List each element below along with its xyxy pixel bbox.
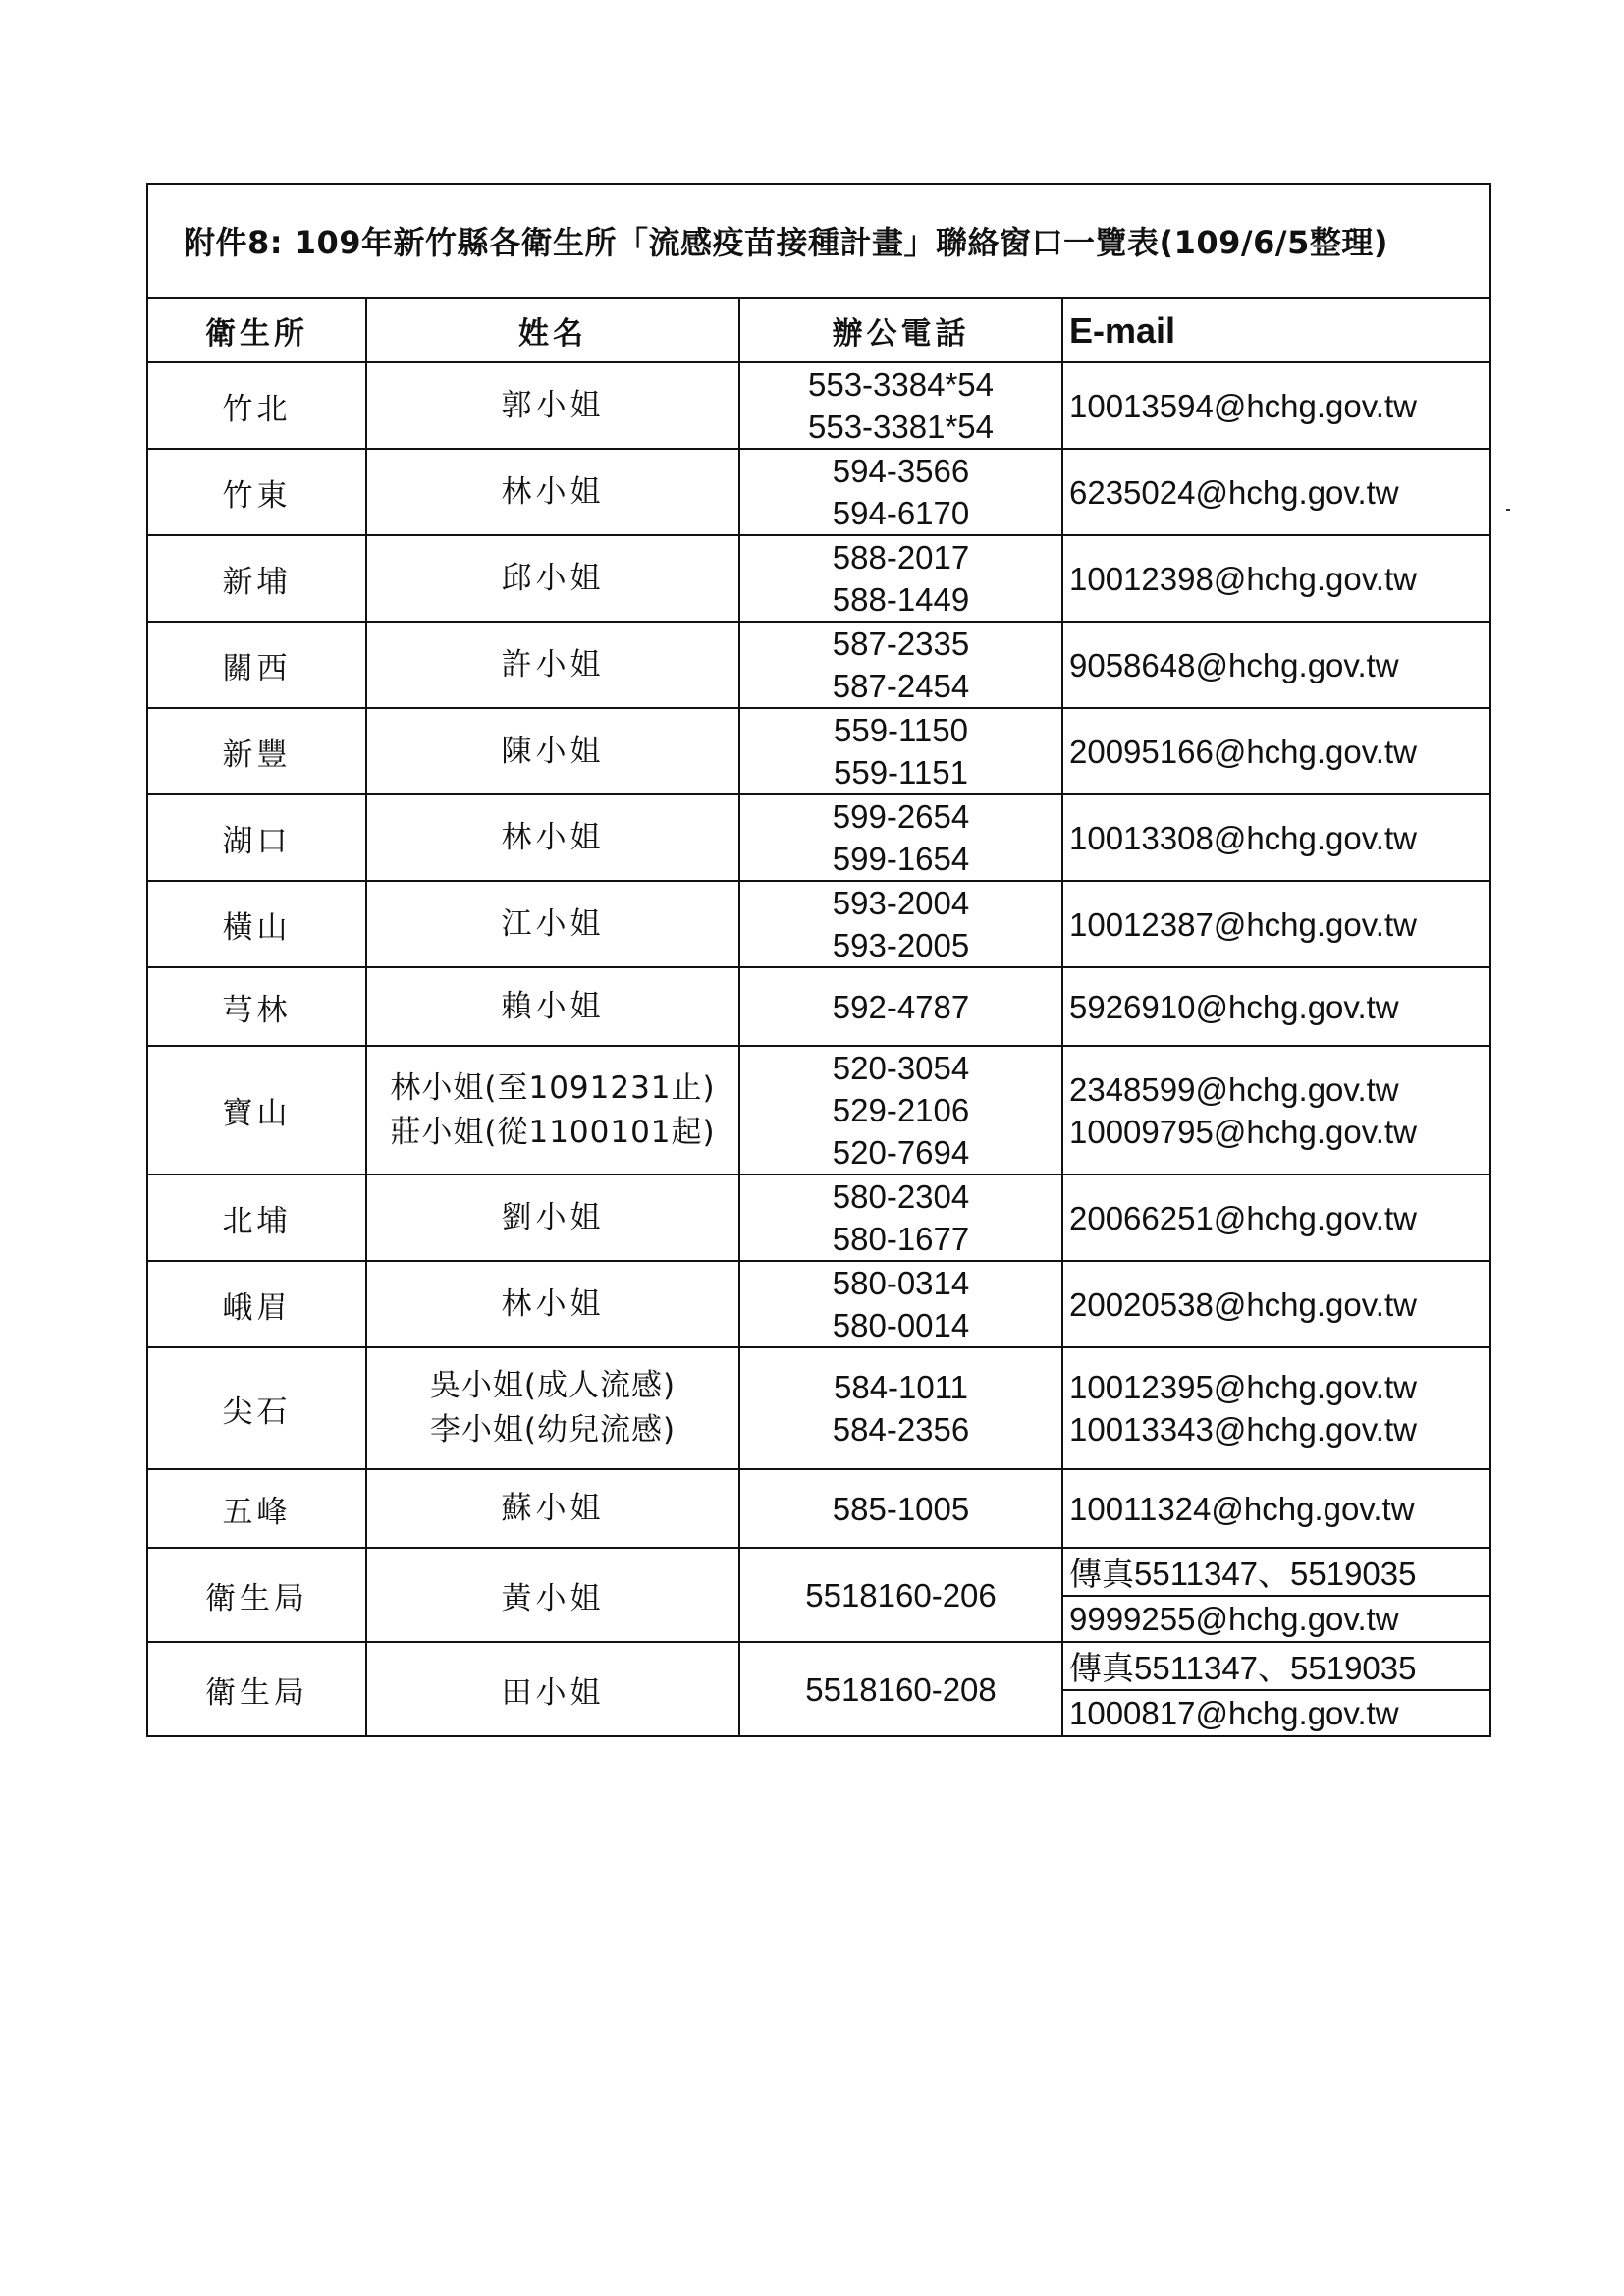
header-station: 衛生所 [147, 298, 366, 362]
phone-cell [739, 449, 1062, 535]
phone-number: 553-3381*54 [807, 409, 994, 445]
station-cell: 新豐 [147, 708, 366, 794]
station-cell: 衛生局 [147, 1548, 366, 1642]
table-row [147, 794, 1490, 881]
phone-number: 593-2005 [832, 927, 970, 963]
station-cell: 關西 [147, 622, 366, 708]
contact-name: 林小姐(至1091231止) [390, 1069, 716, 1106]
name-cell [366, 794, 739, 881]
phone-cell [739, 708, 1062, 794]
table-row [147, 1347, 1490, 1469]
phone-cell: 5518160-206 [739, 1548, 1062, 1642]
email-address: 2348599@hchg.gov.tw [1069, 1070, 1399, 1108]
contact-table [146, 183, 1491, 1737]
name-cell [366, 967, 739, 1046]
contact-name: 陳小姐 [501, 733, 605, 769]
name-cell [366, 1261, 739, 1347]
phone-number: 594-6170 [832, 495, 970, 531]
email-address: 10013343@hchg.gov.tw [1069, 1411, 1417, 1448]
station-cell: 新埔 [147, 535, 366, 622]
email-address: 9999255@hchg.gov.tw [1062, 1596, 1490, 1642]
name-cell [366, 535, 739, 622]
bureau-row [147, 1548, 1490, 1596]
station-cell: 五峰 [147, 1469, 366, 1548]
email-cell [1062, 708, 1490, 794]
fax-number: 傳真5511347、5519035 [1062, 1548, 1490, 1596]
email-cell [1062, 967, 1490, 1046]
email-address: 20020538@hchg.gov.tw [1069, 1285, 1417, 1323]
phone-cell [739, 794, 1062, 881]
phone-number: 588-1449 [832, 581, 970, 618]
header-phone: 辦公電話 [739, 298, 1062, 362]
table-row [147, 1469, 1490, 1548]
email-cell [1062, 535, 1490, 622]
phone-cell [739, 881, 1062, 967]
phone-cell: 5518160-208 [739, 1642, 1062, 1736]
name-cell [366, 881, 739, 967]
email-cell [1062, 1261, 1490, 1347]
phone-number: 520-7694 [832, 1134, 970, 1171]
phone-cell [739, 362, 1062, 449]
contact-name: 李小姐(幼兒流感) [429, 1412, 677, 1448]
contact-name: 林小姐 [501, 1285, 605, 1322]
station-cell: 竹東 [147, 449, 366, 535]
phone-number: 559-1150 [833, 712, 968, 748]
table-row [147, 1046, 1490, 1175]
contact-name: 莊小姐(從1100101起) [390, 1114, 716, 1150]
station-cell: 北埔 [147, 1175, 366, 1261]
contact-name: 林小姐 [501, 473, 605, 510]
email-address: 20095166@hchg.gov.tw [1069, 733, 1417, 770]
header-row [147, 298, 1490, 362]
contact-name: 劉小姐 [501, 1199, 605, 1235]
table-row [147, 881, 1490, 967]
email-address: 10012395@hchg.gov.tw [1069, 1369, 1417, 1405]
email-cell [1062, 362, 1490, 449]
name-cell [366, 362, 739, 449]
phone-cell [739, 1347, 1062, 1469]
name-cell [366, 708, 739, 794]
rows-body [147, 362, 1490, 1548]
email-address: 10011324@hchg.gov.tw [1069, 1490, 1415, 1527]
phone-number: 584-1011 [833, 1369, 968, 1405]
table-row [147, 967, 1490, 1046]
phone-number: 580-2304 [832, 1178, 970, 1215]
phone-number: 553-3384*54 [807, 366, 994, 403]
phone-cell [739, 622, 1062, 708]
station-cell: 寶山 [147, 1046, 366, 1175]
contact-name: 邱小姐 [501, 560, 605, 596]
fax-number: 傳真5511347、5519035 [1062, 1642, 1490, 1690]
email-cell [1062, 1046, 1490, 1175]
scan-mark [1506, 509, 1510, 511]
name-cell [366, 1347, 739, 1469]
table-row [147, 1175, 1490, 1261]
table-row [147, 708, 1490, 794]
contact-name: 吳小姐(成人流感) [429, 1368, 677, 1403]
phone-number: 593-2004 [832, 885, 970, 921]
phone-number: 599-2654 [832, 798, 970, 835]
phone-cell [739, 1046, 1062, 1175]
phone-number: 580-0314 [832, 1265, 970, 1301]
phone-number: 520-3054 [832, 1050, 970, 1086]
email-address: 10013594@hchg.gov.tw [1069, 387, 1417, 424]
phone-number: 580-0014 [832, 1307, 970, 1343]
email-cell [1062, 1347, 1490, 1469]
table-row [147, 622, 1490, 708]
email-address: 10012398@hchg.gov.tw [1069, 560, 1417, 597]
name-cell [366, 449, 739, 535]
name-cell [366, 1469, 739, 1548]
name-cell [366, 1175, 739, 1261]
bureau-body [147, 1548, 1490, 1736]
station-cell: 衛生局 [147, 1642, 366, 1736]
phone-number: 584-2356 [832, 1411, 970, 1448]
phone-number: 594-3566 [832, 453, 970, 489]
email-address: 6235024@hchg.gov.tw [1069, 473, 1399, 511]
phone-cell [739, 1261, 1062, 1347]
email-address: 10012387@hchg.gov.tw [1069, 905, 1417, 943]
phone-number: 529-2106 [832, 1092, 970, 1128]
phone-number: 587-2454 [832, 668, 970, 704]
station-cell: 橫山 [147, 881, 366, 967]
email-cell [1062, 1469, 1490, 1548]
phone-number: 588-2017 [832, 539, 970, 575]
contact-name: 江小姐 [501, 905, 605, 942]
contact-sheet [146, 183, 1489, 1737]
bureau-row [147, 1642, 1490, 1690]
email-cell [1062, 449, 1490, 535]
table-row [147, 1261, 1490, 1347]
email-address: 1000817@hchg.gov.tw [1062, 1690, 1490, 1736]
station-cell: 芎林 [147, 967, 366, 1046]
station-cell: 湖口 [147, 794, 366, 881]
phone-number: 587-2335 [832, 626, 970, 662]
phone-cell [739, 1469, 1062, 1548]
phone-number: 580-1677 [832, 1221, 970, 1257]
contact-name: 林小姐 [501, 819, 605, 855]
email-address: 10009795@hchg.gov.tw [1069, 1113, 1417, 1150]
document-title: 附件8: 109年新竹縣各衛生所「流感疫苗接種計畫」聯絡窗口一覽表(109/6/5整理) [147, 184, 1490, 298]
email-address: 5926910@hchg.gov.tw [1069, 988, 1399, 1025]
phone-number: 585-1005 [832, 1490, 970, 1527]
phone-number: 599-1654 [832, 841, 970, 877]
header-name: 姓名 [366, 298, 739, 362]
header-email: E-mail [1062, 298, 1490, 362]
title-row [147, 184, 1490, 298]
station-cell: 竹北 [147, 362, 366, 449]
phone-cell [739, 967, 1062, 1046]
name-cell [366, 1046, 739, 1175]
email-cell [1062, 794, 1490, 881]
email-cell [1062, 1175, 1490, 1261]
email-cell [1062, 622, 1490, 708]
email-address: 9058648@hchg.gov.tw [1069, 646, 1399, 683]
phone-number: 592-4787 [832, 988, 970, 1025]
phone-number: 559-1151 [833, 754, 968, 791]
name-cell [366, 622, 739, 708]
table-row [147, 449, 1490, 535]
email-address: 20066251@hchg.gov.tw [1069, 1199, 1417, 1236]
email-cell [1062, 881, 1490, 967]
email-address: 10013308@hchg.gov.tw [1069, 819, 1417, 856]
name-cell: 黃小姐 [366, 1548, 739, 1642]
table-row [147, 535, 1490, 622]
phone-cell [739, 535, 1062, 622]
name-cell: 田小姐 [366, 1642, 739, 1736]
contact-name: 賴小姐 [501, 988, 605, 1024]
contact-name: 許小姐 [501, 646, 605, 683]
phone-cell [739, 1175, 1062, 1261]
station-cell: 尖石 [147, 1347, 366, 1469]
table-row [147, 362, 1490, 449]
contact-name: 郭小姐 [501, 387, 605, 423]
contact-name: 蘇小姐 [501, 1490, 605, 1526]
station-cell: 峨眉 [147, 1261, 366, 1347]
